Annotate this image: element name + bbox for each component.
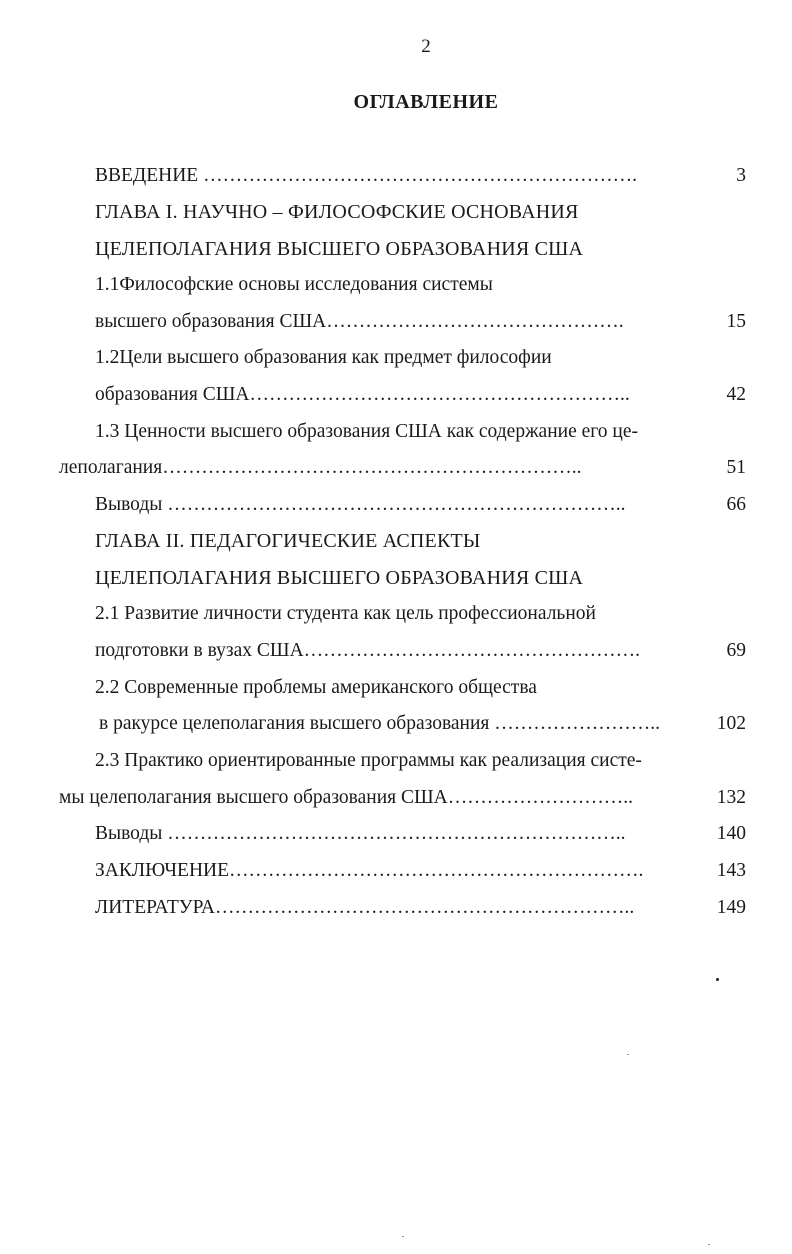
toc-chapter-title-line-2: ЦЕЛЕПОЛАГАНИЯ ВЫСШЕГО ОБРАЗОВАНИЯ США — [95, 238, 584, 260]
toc-entry-text: ЗАКЛЮЧЕНИЕ………………………………………………………. — [95, 860, 644, 881]
toc-page-number: 51 — [726, 457, 746, 478]
toc-page-number: 143 — [716, 860, 746, 881]
page-title: ОГЛАВЛЕНИЕ — [353, 91, 499, 113]
toc-entry-text: ЛИТЕРАТУРА……………………………………………………….. — [95, 897, 635, 918]
toc-page-number: 3 — [736, 165, 746, 186]
scan-artifact-dot — [716, 978, 719, 981]
toc-page-number: 42 — [726, 384, 746, 405]
toc-page-number: 132 — [716, 787, 746, 808]
toc-page-number: 102 — [716, 713, 746, 734]
toc-entry-text: высшего образования США………………………………………. — [95, 311, 624, 332]
scan-artifact-speck — [708, 1244, 710, 1245]
toc-entry-text: леполагания……………………………………………………….. — [59, 457, 582, 478]
toc-chapter-title-line-1: ГЛАВА I. НАУЧНО – ФИЛОСОФСКИЕ ОСНОВАНИЯ — [95, 201, 579, 223]
toc-chapter-title-line-1: ГЛАВА II. ПЕДАГОГИЧЕСКИЕ АСПЕКТЫ — [95, 530, 481, 552]
toc-entry-text: 1.2Цели высшего образования как предмет философии — [95, 347, 552, 368]
toc-page-number: 15 — [726, 311, 746, 332]
toc-entry-text: в ракурсе целеполагания высшего образования …………………….. — [99, 713, 661, 734]
page-number: 2 — [421, 36, 431, 57]
toc-page-number: 69 — [726, 640, 746, 661]
toc-entry-text: мы целеполагания высшего образования США……………………….. — [59, 787, 633, 808]
toc-entry-text: 2.1 Развитие личности студента как цель профессиональной — [95, 603, 596, 624]
toc-page-number: 149 — [716, 897, 746, 918]
toc-page-number: 140 — [716, 823, 746, 844]
toc-entry-text: Выводы …………………………………………………………….. — [95, 494, 626, 515]
toc-entry-text: ВВЕДЕНИЕ …………………………………………………………. — [95, 165, 637, 186]
toc-entry-text: 2.2 Современные проблемы американского общества — [95, 677, 537, 698]
toc-entry-text: 1.1Философские основы исследования системы — [95, 274, 493, 295]
scan-artifact-speck — [627, 1054, 629, 1055]
scan-artifact-speck — [402, 1236, 404, 1237]
toc-chapter-title-line-2: ЦЕЛЕПОЛАГАНИЯ ВЫСШЕГО ОБРАЗОВАНИЯ США — [95, 567, 584, 589]
toc-entry-text: Выводы …………………………………………………………….. — [95, 823, 626, 844]
toc-page-number: 66 — [726, 494, 746, 515]
toc-entry-text: 1.3 Ценности высшего образования США как содержание его це- — [95, 421, 638, 442]
toc-entry-text: подготовки в вузах США……………………………………………. — [95, 640, 641, 661]
toc-entry-text: образования США………………………………………………….. — [95, 384, 630, 405]
toc-entry-text: 2.3 Практико ориентированные программы как реализация систе- — [95, 750, 642, 771]
